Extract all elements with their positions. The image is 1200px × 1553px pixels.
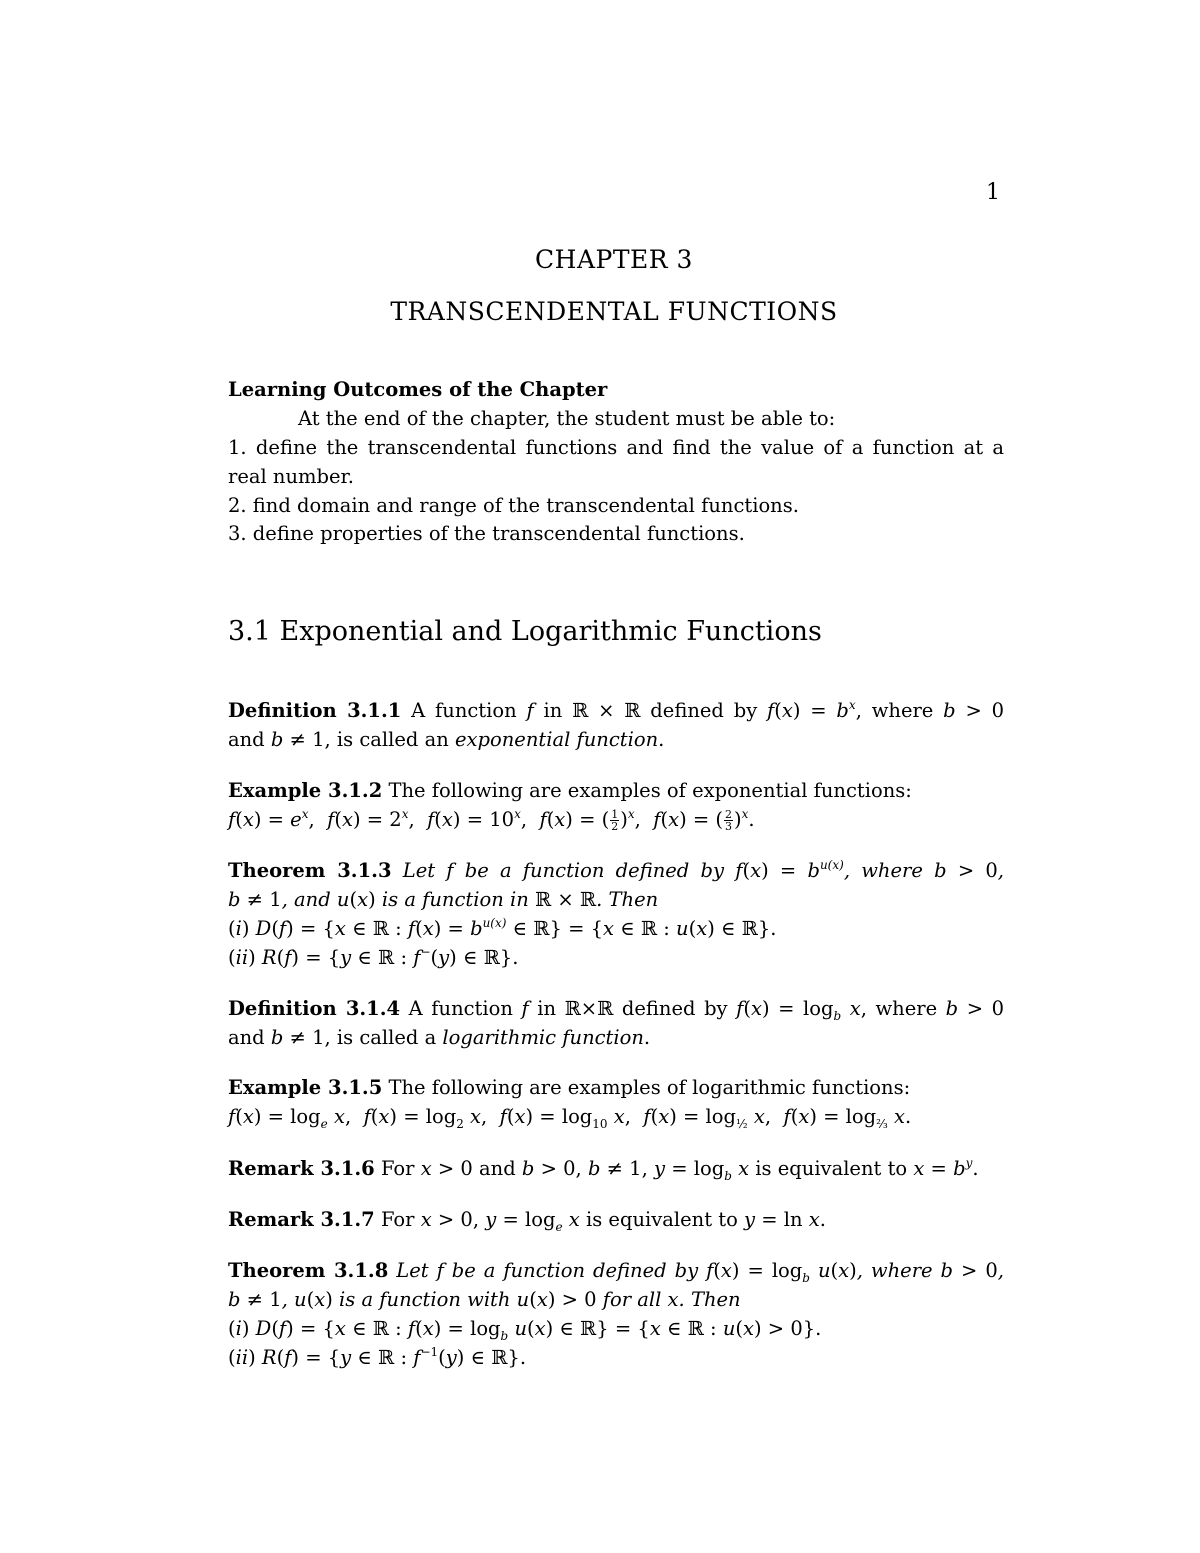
outcomes-intro: At the end of the chapter, the student must be able to:: [298, 407, 836, 430]
outcome-item: 1. define the transcendental functions and find the value of a function at a: [228, 436, 1004, 459]
theorem-3-1-3-part-i: (i) D(f) = {x ∈ ℝ : $f(x) = b^{u(x)}$ ∈ ℝ} = {x ∈ ℝ : u(x) ∈ ℝ}.: [228, 916, 777, 940]
example-3-1-5: Example 3.1.5 The following are examples of logarithmic functions:: [228, 1076, 911, 1099]
theorem-3-1-8: Theorem 3.1.8 Let f be a function defined by $f(x) = \log_b u(x)$, where b > 0,: [228, 1259, 1004, 1285]
theorem-3-1-3-part-ii: (ii) R(f) = {y ∈ ℝ : f−(y) ∈ ℝ}.: [228, 945, 519, 969]
example-3-1-2-formulas: $f(x) = e^x$, $f(x) = 2^x$, $f(x) = 10^x$, f(x) = ( $\frac{1}{2}$ )$^x$, f(x) = ( $\frac{2}{3}$ )$^x$.: [228, 807, 755, 833]
example-3-1-5-formulas: $f(x) = \log_e x$, $f(x) = \log_2 x$, $f(x) = \log_{10} x$, $f(x) = \log_{\frac{1}{2}} x$, $f(x) = \log_{\frac{2}{3}} x$.: [228, 1105, 912, 1131]
outcomes-heading: Learning Outcomes of the Chapter: [228, 378, 608, 401]
chapter-number: CHAPTER 3: [535, 245, 693, 274]
definition-3-1-1: Definition 3.1.1 A function f in ℝ × ℝ defined by $f(x) = b^x$, where b > 0: [228, 698, 1005, 722]
theorem-3-1-8-cont: b ≠ 1, u(x) is a function with u(x) > 0 for all x. Then: [228, 1288, 741, 1311]
example-3-1-2: Example 3.1.2 The following are examples of exponential functions:: [228, 779, 912, 802]
section-title: 3.1 Exponential and Logarithmic Functions: [228, 616, 822, 647]
theorem-3-1-8-part-ii: (ii) R(f) = {y ∈ ℝ : $f^{-1}(y)$ ∈ ℝ}.: [228, 1345, 527, 1369]
page-number: 1: [986, 180, 1000, 205]
definition-3-1-4: Definition 3.1.4 A function f in ℝ×ℝ defined by $f(x) = \log_b x$, where b > 0: [228, 997, 1005, 1023]
theorem-3-1-3-cont: b ≠ 1, and u(x) is a function in ℝ × ℝ. Then: [228, 888, 659, 911]
theorem-3-1-3: Theorem 3.1.3 Let f be a function defined by $f(x) = b^{u(x)}$, where b > 0,: [228, 858, 1004, 882]
outcome-item: 3. define properties of the transcendental functions.: [228, 522, 745, 545]
theorem-3-1-8-part-i: (i) D(f) = {x ∈ ℝ : $f(x) = \log_b u(x)$ ∈ ℝ} = {x ∈ ℝ : u(x) > 0}.: [228, 1317, 822, 1343]
definition-3-1-4-cont: and b ≠ 1, is called a logarithmic function.: [228, 1026, 651, 1049]
definition-3-1-1-cont: and b ≠ 1, is called an exponential function.: [228, 728, 665, 751]
remark-3-1-7: Remark 3.1.7 For x > 0, $y = \log_e x$ is equivalent to y = ln x.: [228, 1208, 826, 1234]
outcome-item: real number.: [228, 465, 354, 488]
chapter-title: TRANSCENDENTAL FUNCTIONS: [390, 297, 838, 326]
outcome-item: 2. find domain and range of the transcendental functions.: [228, 494, 799, 517]
remark-3-1-6: Remark 3.1.6 For x > 0 and b > 0, b ≠ 1, $y = \log_b x$ is equivalent to $x = b^y$.: [228, 1156, 979, 1183]
